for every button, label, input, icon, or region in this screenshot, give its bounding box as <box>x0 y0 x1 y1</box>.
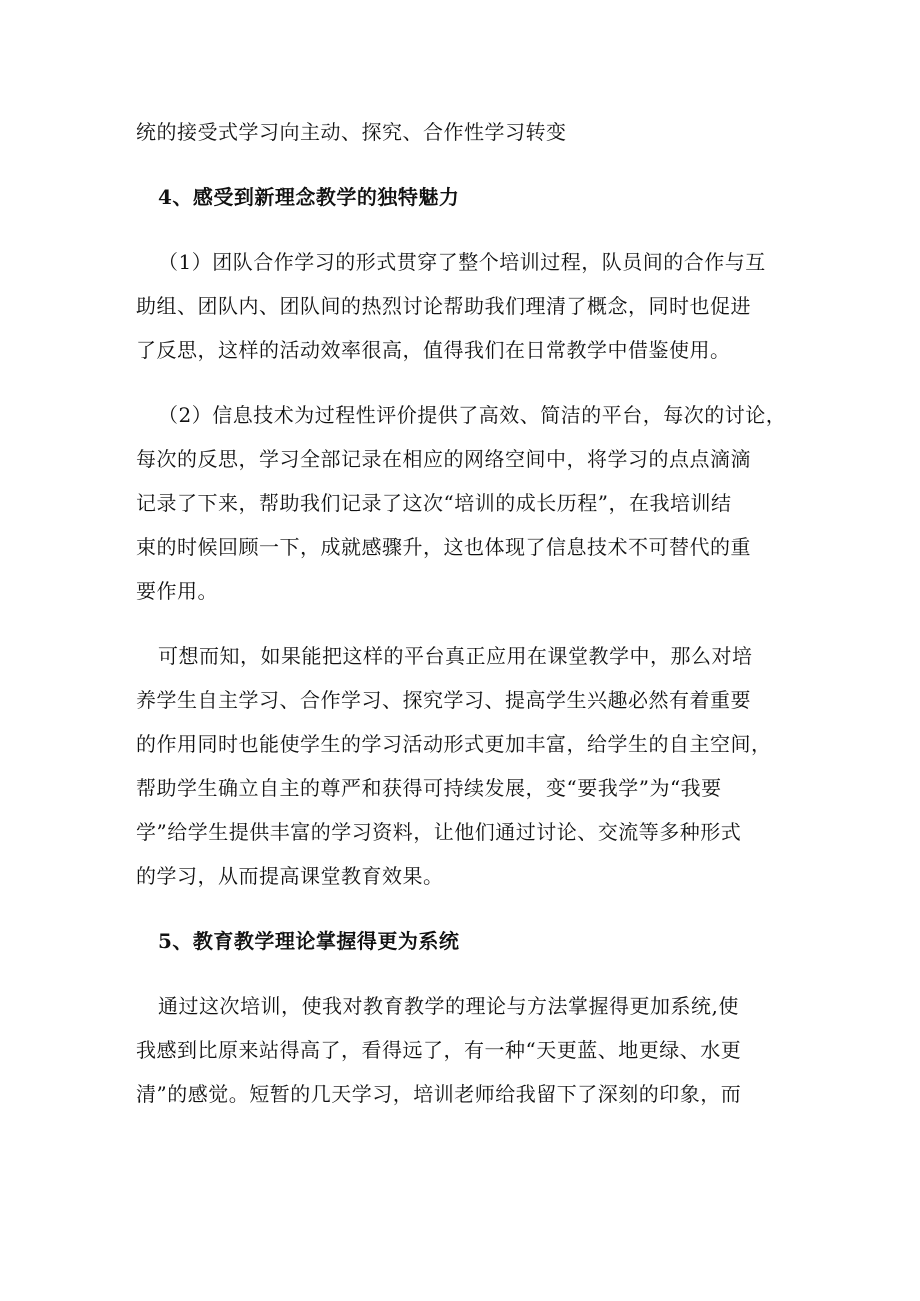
paragraph-3-line: 可想而知，如果能把这样的平台真正应用在课堂教学中，那么对培 <box>158 644 753 668</box>
section-heading-4: 4、感受到新理念教学的独特魅力 <box>158 185 460 209</box>
paragraph-2-line: 每次的反思，学习全部记录在相应的网络空间中，将学习的点点滴滴 <box>136 447 751 471</box>
paragraph-2-line: 要作用。 <box>136 579 218 603</box>
paragraph-1-line: 助组、团队内、团队间的热烈讨论帮助我们理清了概念，同时也促进 <box>136 294 751 318</box>
text-line: 统的接受式学习向主动、探究、合作性学习转变 <box>136 120 567 144</box>
paragraph-3-line: 的作用同时也能使学生的学习活动形式更加丰富，给学生的自主空间， <box>136 732 772 756</box>
paragraph-1-line: 了反思，这样的活动效率很高，值得我们在日常教学中借鉴使用。 <box>136 338 731 362</box>
paragraph-2-line: 记录了下来，帮助我们记录了这次“培训的成长历程”，在我培训结 <box>136 491 732 515</box>
section-heading-5: 5、教育教学理论掌握得更为系统 <box>158 929 460 953</box>
paragraph-2-line: 束的时候回顾一下，成就感骤升，这也体现了信息技术不可替代的重 <box>136 535 751 559</box>
paragraph-4-line: 通过这次培训，使我对教育教学的理论与方法掌握得更加系统,使 <box>158 994 739 1018</box>
paragraph-4-line: 清”的感觉。短暂的几天学习，培训老师给我留下了深刻的印象，而 <box>136 1082 742 1106</box>
paragraph-3-line: 学”给学生提供丰富的学习资料，让他们通过讨论、交流等多种形式 <box>136 820 742 844</box>
paragraph-3-line: 的学习，从而提高课堂教育效果。 <box>136 864 444 888</box>
paragraph-1-line: （1）团队合作学习的形式贯穿了整个培训过程，队员间的合作与互 <box>158 250 766 274</box>
paragraph-3-line: 养学生自主学习、合作学习、探究学习、提高学生兴趣必然有着重要 <box>136 688 751 712</box>
paragraph-4-line: 我感到比原来站得高了，看得远了，有一种“天更蓝、地更绿、水更 <box>136 1038 742 1062</box>
paragraph-3-line: 帮助学生确立自主的尊严和获得可持续发展，变“要我学”为“我要 <box>136 776 722 800</box>
paragraph-2-line: （2）信息技术为过程性评价提供了高效、简洁的平台，每次的讨论， <box>158 403 787 427</box>
